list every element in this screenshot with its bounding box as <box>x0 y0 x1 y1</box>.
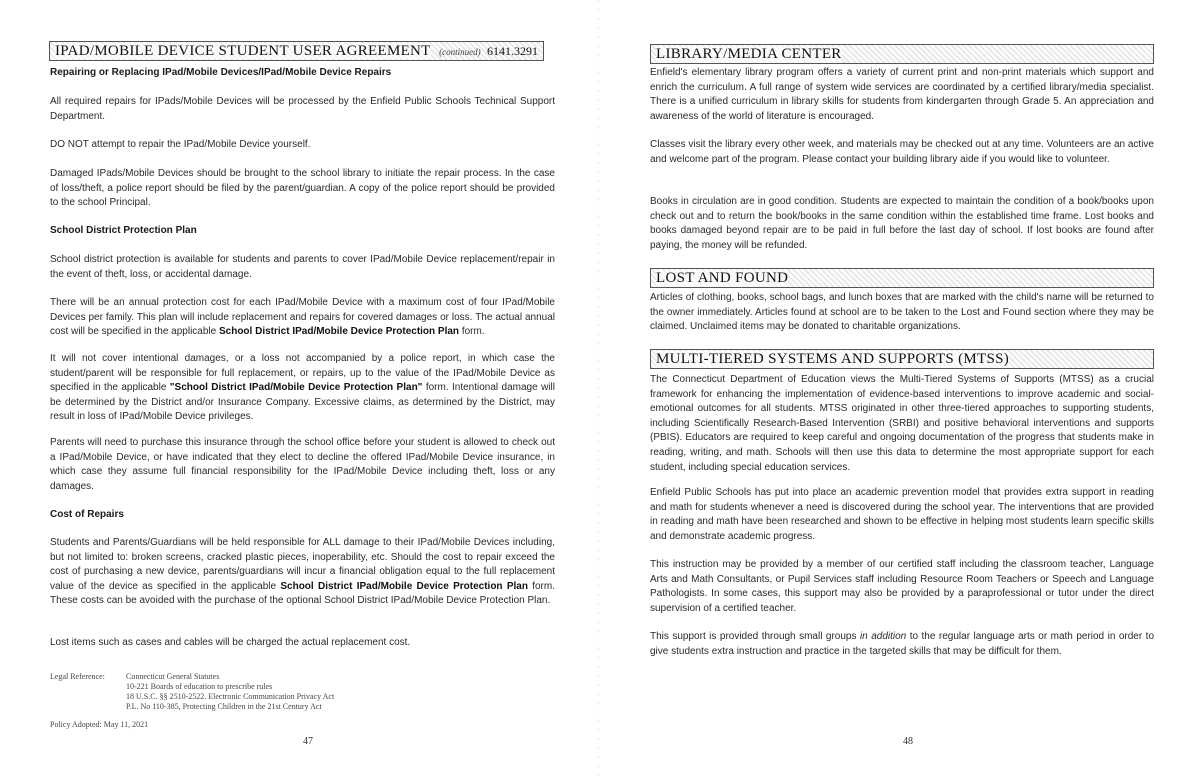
page-number-left: 47 <box>303 736 313 747</box>
legal-reference-list <box>126 672 334 712</box>
not-covered-text: It will not cover intentional damages, or a loss not accompanied by a police report, in which case the student/parent will be responsible for full replacement, or repairs, up to the value of the IPad/Mobile Device as specified in the applicable <box>50 353 555 394</box>
paragraph-lost-items: Lost items such as cases and cables will be charged the actual replacement cost. <box>50 637 411 648</box>
paragraph-library-program: Enfield's elementary library program offers a variety of current print and non-print materials which support and enrich the curriculum. A full range of system wide services are coordinated by a certified library/media specialist. There is a unified curriculum in library skills for students from kindergarten through Grade 5. An appreciation and awareness of the world of literature is encouraged. <box>650 67 1154 122</box>
paragraph-insurance-purchase: Parents will need to purchase this insurance through the school office before your student is allowed to check out a IPad/Mobile Device, or have indicated that they elect to decline the offered IPad/Mobile Device insurance, in which case they assume full financial responsibility for the IPad/Mobile Device including theft, loss or any damages. <box>50 437 555 492</box>
paragraph-not-covered <box>50 352 555 425</box>
banner-title-group <box>55 42 481 60</box>
paragraph-mtss-instruction: This instruction may be provided by a member of our certified staff including the classroom teacher, Language Arts and Math Consultants, or Pupil Services staff including Resource Room Teachers or Speech and Language Pathologists. In some cases, this support may also be provided by a paraprofessional or tutor under the direct supervision of a certified teacher. <box>650 559 1154 614</box>
heading-repairs: Repairing or Replacing IPad/Mobile Devices/IPad/Mobile Device Repairs <box>50 67 392 78</box>
paragraph-lost-found: Articles of clothing, books, school bags, and lunch boxes that are marked with the child's name will be returned to the owner immediately. Articles found at school are to be taken to the Lost and Found section where they may be claimed. Unclaimed items may be donated to charitable organizations. <box>650 292 1154 333</box>
paragraph-library-books: Books in circulation are in good condition. Students are expected to maintain the condition of a book/books upon check out and to return the book/books in the same condition within the established time frame. Lost books and books damaged beyond repair are to be paid in full before the last day of school. If lost books are found after paying, the money will be refunded. <box>650 196 1154 251</box>
paragraph-responsibility <box>50 536 555 609</box>
annual-cost-text: There will be an annual protection cost for each IPad/Mobile Device with a maximum cost of four IPad/Mobile Devices per family. This plan will include replacement and repairs for covered damages or loss. The actual annual cost will be specified in the applicable <box>50 297 555 338</box>
page-number-right: 48 <box>903 736 913 747</box>
plan-name-bold: School District IPad/Mobile Device Protection Plan <box>218 326 460 338</box>
paragraph-library-visits: Classes visit the library every other week, and materials may be checked out at any time. Volunteers are an active and welcome part of the program. Please contact your building library aide if you would like to volunteer. <box>650 139 1154 165</box>
mtss-title: MULTI-TIERED SYSTEMS AND SUPPORTS (MTSS) <box>656 350 1010 367</box>
paragraph-do-not-repair: DO NOT attempt to repair the IPad/Mobile Device yourself. <box>50 139 311 150</box>
paragraph-annual-cost <box>50 296 555 340</box>
heading-cost-of-repairs: Cost of Repairs <box>50 509 124 520</box>
responsibility-text-end: form. These costs can be avoided with the purchase of the optional School District IPad/Mobile Device Protection Plan. <box>50 580 555 607</box>
legal-line: P.L. No 110-385, Protecting Children in the 21st Century Act <box>126 702 322 711</box>
lost-found-title: LOST AND FOUND <box>656 269 789 286</box>
paragraph-mtss-framework: The Connecticut Department of Education views the Multi-Tiered Systems of Supports (MTSS) as a crucial framework for enhancing the implementation of evidence-based interventions to improve academic and social-emotional outcomes for all students. MTSS originated in other three-tiered approaches to supporting students, including Scientifically Research-Based Intervention (SRBI) and positive behavioral interventions and supports (PBIS). Educators are required to keep careful and ongoing documentation of the progress that students make in reading, writing, and math. Schools will then use this data to determine the most appropriate support for each student, including special education services. <box>650 374 1154 473</box>
library-title: LIBRARY/MEDIA CENTER <box>656 45 842 62</box>
not-covered-text-end: form. Intentional damage will be determined by the District and/or Insurance Company. Excessive claims, as determined by the District, may result in loss of IPad/Mobile Device privileges. <box>50 382 555 423</box>
legal-line: 18 U.S.C. §§ 2510-2522. Electronic Communication Privacy Act <box>126 692 335 701</box>
in-addition-italic: in addition <box>859 631 907 642</box>
policy-adopted: Policy Adopted: May 11, 2021 <box>50 720 149 729</box>
paragraph-damaged-devices: Damaged IPads/Mobile Devices should be brought to the school library to initiate the repair process. In the case of loss/theft, a police report should be filed by the parent/guardian. A copy of the police report should be provided to the school Principal. <box>50 168 555 209</box>
policy-code: 6141.3291 <box>487 43 538 58</box>
small-groups-text-end: to the regular language arts or math period in order to give students extra instruction and practice in the targeted skills that may be difficult for them. <box>650 631 1154 657</box>
paragraph-mtss-prevention: Enfield Public Schools has put into place an academic prevention model that provides extra support in reading and math for students whenever a need is discovered during the school year. The interventions that are provided in reading and math have been researched and shown to be effective in helping most students learn specific skills and demonstrate academic progress. <box>650 487 1154 542</box>
responsibility-text: Students and Parents/Guardians will be held responsible for ALL damage to their IPad/Mobile Devices including, but not limited to: broken screens, cracked plastic pieces, inoperability, etc. Should the cost to repair exceed the cost of purchasing a new device, parents/guardians will incur a financial obligation equal to the full replacement value of the device as specified in the applicable <box>50 537 555 592</box>
small-groups-text: This support is provided through small groups <box>650 631 860 642</box>
section-banner-mtss <box>650 349 1154 369</box>
legal-line: Connecticut General Statutes <box>126 672 220 681</box>
section-banner-ipad <box>49 41 544 61</box>
annual-cost-text-end: form. <box>459 326 485 338</box>
plan-name-bold-2: School District IPad/Mobile Device Protection Plan <box>280 580 528 592</box>
legal-reference-label: Legal Reference: <box>50 672 105 681</box>
paragraph-repairs-processed: All required repairs for IPads/Mobile Devices will be processed by the Enfield Public Schools Technical Support Department. <box>50 96 555 122</box>
section-banner-lost-found <box>650 268 1154 288</box>
heading-protection-plan: School District Protection Plan <box>50 225 197 236</box>
right-page <box>600 0 1200 776</box>
banner-title: IPAD/MOBILE DEVICE STUDENT USER AGREEMENT <box>55 43 431 59</box>
plan-name-quoted-bold: "School District IPad/Mobile Device Protection Plan" <box>169 382 423 394</box>
banner-continued: (continued) <box>439 47 481 57</box>
legal-line: 10-221 Boards of education to prescribe rules <box>126 682 273 691</box>
paragraph-protection-available: School district protection is available for students and parents to cover IPad/Mobile Device replacement/repair in the event of theft, loss, or accidental damage. <box>50 254 555 280</box>
paragraph-mtss-small-groups <box>650 630 1154 659</box>
section-banner-library <box>650 44 1154 64</box>
